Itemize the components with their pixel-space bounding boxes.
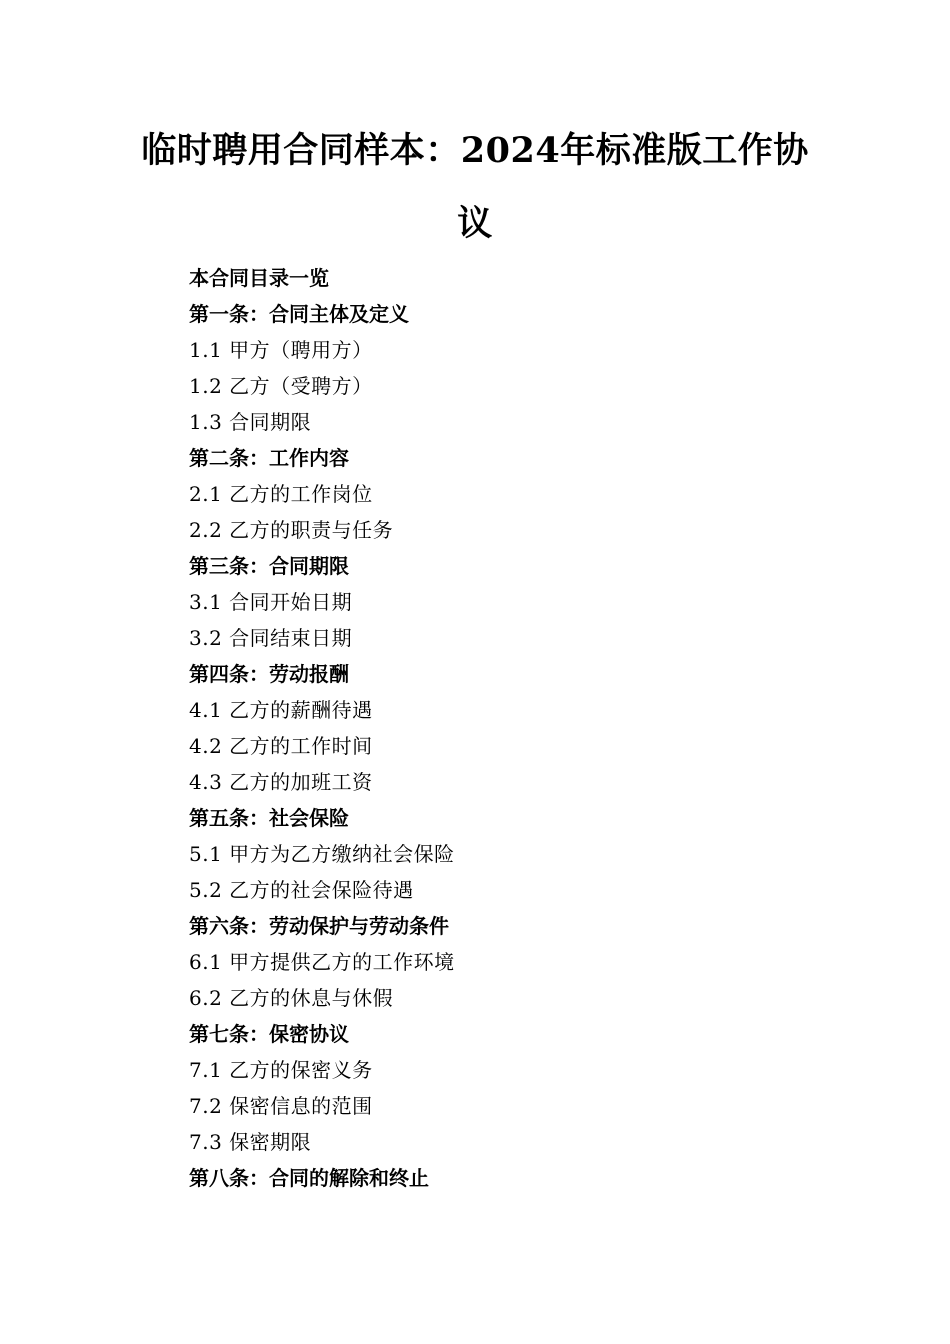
toc-section-heading: 第三条：合同期限 [189,554,349,578]
toc-subitem: 7.3 保密期限 [189,1130,312,1154]
toc-subitem: 7.1 乙方的保密义务 [189,1058,373,1082]
toc-subitem: 6.1 甲方提供乙方的工作环境 [189,950,455,974]
toc-subitem: 7.2 保密信息的范围 [189,1094,373,1118]
toc-section-heading: 第八条：合同的解除和终止 [189,1166,429,1190]
toc-subitem: 2.2 乙方的职责与任务 [189,518,394,542]
toc-subitem: 6.2 乙方的休息与休假 [189,986,394,1010]
toc-section-heading: 第七条：保密协议 [189,1022,349,1046]
toc-subitem: 1.3 合同期限 [189,410,312,434]
table-of-contents [189,260,829,1196]
toc-section-heading: 第二条：工作内容 [189,446,349,470]
toc-subitem: 4.3 乙方的加班工资 [189,770,373,794]
toc-subitem: 4.2 乙方的工作时间 [189,734,373,758]
toc-section-heading: 第一条：合同主体及定义 [189,302,409,326]
toc-subitem: 2.1 乙方的工作岗位 [189,482,373,506]
toc-subitem: 5.2 乙方的社会保险待遇 [189,878,414,902]
toc-section-heading: 第六条：劳动保护与劳动条件 [189,914,449,938]
toc-subitem: 3.2 合同结束日期 [189,626,353,650]
toc-subitem: 4.1 乙方的薪酬待遇 [189,698,373,722]
toc-heading: 本合同目录一览 [189,266,329,290]
document-title-line-1: 临时聘用合同样本：2024年标准版工作协 [141,130,809,171]
toc-subitem: 1.2 乙方（受聘方） [189,374,373,398]
toc-section-heading: 第五条：社会保险 [189,806,349,830]
document-title-line-2: 议 [457,203,493,244]
toc-subitem: 3.1 合同开始日期 [189,590,353,614]
toc-subitem: 1.1 甲方（聘用方） [189,338,373,362]
toc-subitem: 5.1 甲方为乙方缴纳社会保险 [189,842,455,866]
toc-section-heading: 第四条：劳动报酬 [189,662,349,686]
